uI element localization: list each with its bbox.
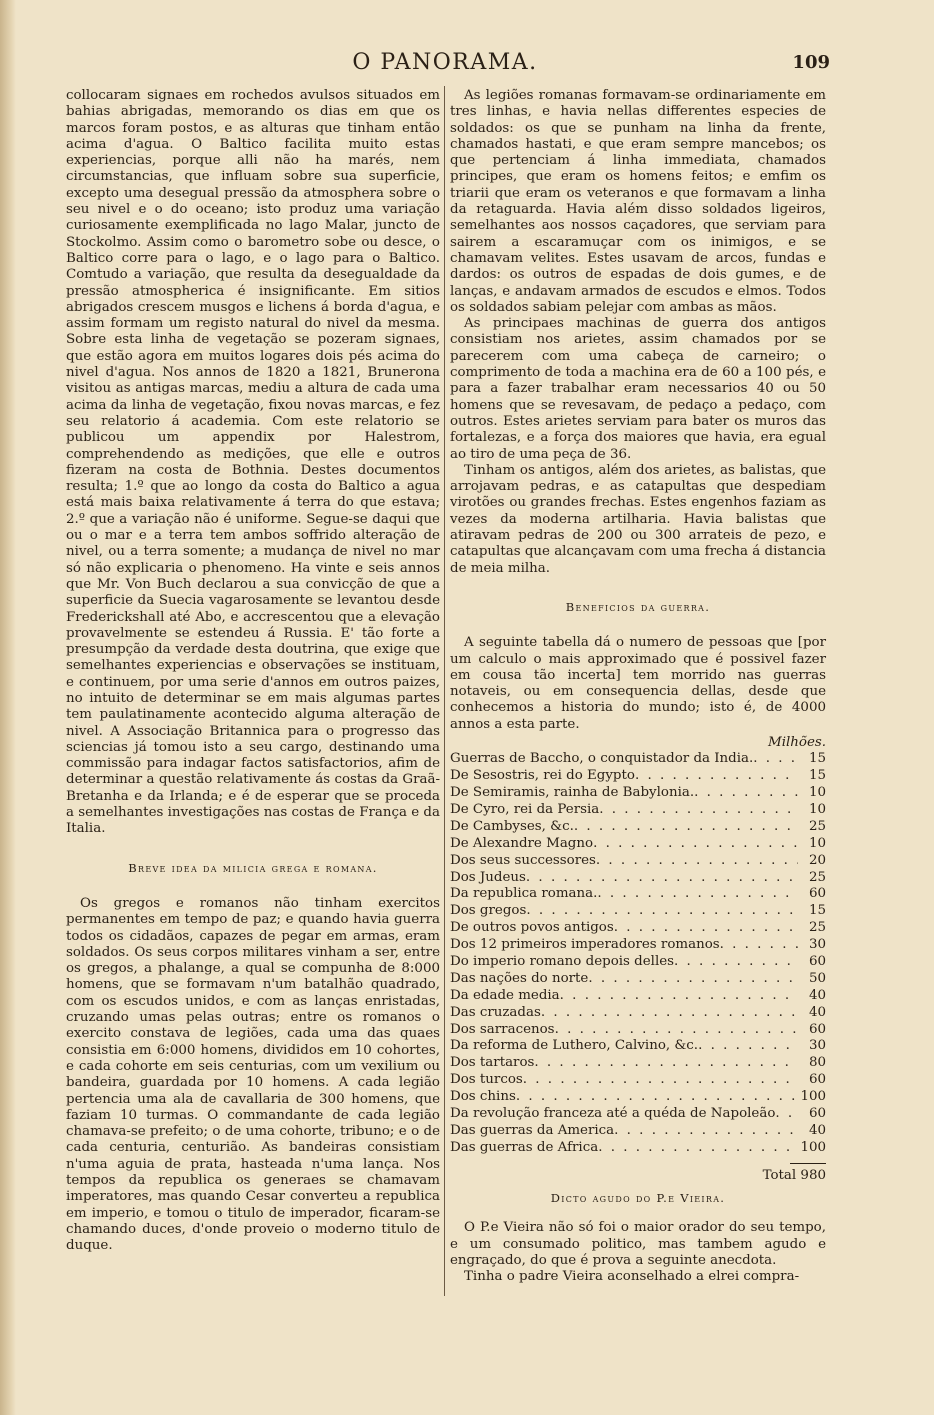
tabella-intro-paragraph: A seguinte tabella dá o numero de pessoas que [por um calculo o mais approximado que é possivel fazer em cousa tão incerta] tem morrido nas guerras notaveis, ou em consequencia dellas, desde que conhecemos a historia do mundo; isto é, de 4000 annos a esta parte. xyxy=(450,635,826,732)
table-row-leader-dots xyxy=(674,954,798,970)
table-row xyxy=(450,954,826,971)
table-unit-label: Milhões. xyxy=(767,734,826,750)
table-row-label: Das guerras de Africa xyxy=(450,1139,599,1155)
table-row-leader-dots xyxy=(555,1022,798,1038)
table-row-leader-dots xyxy=(534,1055,798,1071)
table-row-label: Da edade media xyxy=(450,987,560,1003)
table-row xyxy=(450,1089,826,1106)
total-rule xyxy=(790,1163,826,1164)
table-row-value: 30 xyxy=(808,1038,826,1054)
table-row-leader-dots xyxy=(596,853,798,869)
table-row-leader-dots xyxy=(574,819,798,835)
table-row-leader-dots xyxy=(635,768,798,784)
table-row-leader-dots xyxy=(526,870,798,886)
table-row-label: Dos tartaros xyxy=(450,1055,535,1071)
table-row-leader-dots xyxy=(523,1072,798,1088)
table-row-leader-dots xyxy=(593,836,798,852)
table-row xyxy=(450,1123,826,1140)
table-row-leader-dots xyxy=(698,1038,798,1054)
table-row-value: 50 xyxy=(808,970,826,986)
left-column xyxy=(66,88,440,1254)
table-row-leader-dots xyxy=(775,1106,798,1122)
table-row xyxy=(450,853,826,870)
table-row xyxy=(450,785,826,802)
table-row-value: 25 xyxy=(808,818,826,834)
table-row-value: 10 xyxy=(808,785,826,801)
table-row-label: Da reforma de Luthero, Calvino, &c. xyxy=(450,1038,699,1054)
section-heading-beneficios: Beneficios da guerra. xyxy=(565,599,711,614)
table-row-value: 100 xyxy=(800,1089,826,1105)
table-row-label: Das cruzadas xyxy=(450,1004,541,1020)
table-row xyxy=(450,886,826,903)
table-row-label: Dos turcos xyxy=(450,1072,523,1088)
table-row-label: Da republica romana. xyxy=(450,886,598,902)
page-number: 109 xyxy=(792,52,830,73)
table-row xyxy=(450,1005,826,1022)
table-row-value: 40 xyxy=(808,1004,826,1020)
legioes-paragraph: As legiões romanas formavam-se ordinariamente em tres linhas, e havia nellas differentes especies de soldados: os que se punham na linha da frente, chamados hastati, e que eram sempre mancebos; os que pertenciam á linha immediata, chamados principes, que eram os homens feitos; e emfim os triarii que eram os veteranos e que formavam a linha da retaguarda. Havia além disso soldados ligeiros, semelhantes aos nossos caçadores, que serviam para sairem a escaramuçar com os inimigos, e se chamavam velites. Estes usavam de arcos, fundas e dardos: os outros de espadas de dois gumes, e de lanças, e andavam armados de escudos e elmos. Todos os soldados sabiam pelejar com ambas as mãos. xyxy=(450,88,826,315)
machinas-paragraph: As principaes machinas de guerra dos antigos consistiam nos arietes, assim chamados por se parecerem com uma cabeça de carneiro; o comprimento de toda a machina era de 60 a 100 pés, e para a fazer trabalhar eram necessarios 40 ou 50 homens que se revesavam, de pedaço a pedaço, com outros. Estes arietes serviam para bater os muros das fortalezas, e a força dos maiores que havia, era egual ao tiro de uma peça de 36. xyxy=(450,316,826,462)
table-row xyxy=(450,870,826,887)
table-row-leader-dots xyxy=(598,1140,798,1156)
table-row-value: 60 xyxy=(808,1072,826,1088)
table-row-value: 10 xyxy=(808,835,826,851)
table-row-value: 100 xyxy=(800,1139,826,1155)
table-row-leader-dots xyxy=(694,785,798,801)
balistas-paragraph: Tinham os antigos, além dos arietes, as balistas, que arrojavam pedras, e as catapultas que despediam virotões ou grandes frechas. Estes engenhos faziam as vezes da moderna artilharia. Havia balistas que atiravam pedras de 200 ou 300 arrateis de pezo, e catapultas que alcançavam com uma frecha á distancia de meia milha. xyxy=(450,462,826,576)
section-heading-milicia: Breve idea da milicia grega e romana. xyxy=(128,860,378,875)
table-row-leader-dots xyxy=(560,988,798,1004)
table-row-label: De Sesostris, rei do Egypto xyxy=(450,768,635,784)
publication-title: O PANORAMA. xyxy=(352,50,538,75)
table-row-label: Guerras de Baccho, o conquistador da India. xyxy=(450,751,754,767)
table-row-leader-dots xyxy=(588,971,798,987)
table-row xyxy=(450,751,826,768)
table-row-leader-dots xyxy=(541,1005,798,1021)
table-row-label: De Semiramis, rainha de Babylonia. xyxy=(450,785,695,801)
table-row-leader-dots xyxy=(599,802,798,818)
table-row xyxy=(450,1055,826,1072)
table-row-value: 15 xyxy=(808,903,826,919)
baltic-paragraph: collocaram signaes em rochedos avulsos situados em bahias abrigadas, memorando os dias em que os marcos foram postos, e as alturas que tinham então acima d'agua. O Baltico facilita muito estas experiencias, porque alli não ha marés, nem circumstancias, que influam sobre sua superficie, excepto uma desegual pressão da atmosphera sobre o seu nivel e o do oceano; isto produz uma variação curiosamente exemplificada no lago Malar, juncto de Stockolmo. Assim como o barometro sobe ou desce, o Baltico corre para o lago, e o lago para o Baltico. Comtudo a variação, que resulta da desegualdade da pressão atmospherica é insignificante. Em sitios abrigados crescem musgos e lichens á borda d'agua, e assim formam um registo natural do nivel da mesma. Sobre esta linha de vegetação se pozeram signaes, que estão agora em muitos logares dois pés acima do nivel d'agua. Nos annos de 1820 a 1821, Brunerona visitou as antigas marcas, mediu a altura de cada uma acima da linha de vegetação, fixou novas marcas, e fez seu relatorio á academia. Com este relatorio se publicou um appendix por Halestrom, comprehendendo as medições, que elle e outros fizeram na costa de Bothnia. Destes documentos resulta; 1.º que ao longo da costa do Baltico a agua está mais baixa relativamente á terra do que estava; 2.º que a variação não é uniforme. Segue-se daqui que ou o mar e a terra tem ambos soffrido alteração de nivel, ou a terra somente; a mudança de nivel no mar só não explicaria o phenomeno. Ha vinte e seis annos que Mr. Von Buch declarou a sua convicção de que a superficie da Suecia vagarosamente se levantou desde Frederickshall até Abo, e accrescentou que a elevação provavelmente se estendeu á Russia. E' tão forte a presumpção da verdade desta doutrina, que exige que semelhantes experiencias e observações se instituam, e continuem, por uma serie d'annos em outros paizes, no intuito de determinar se em mais algumas partes tem paulatinamente acontecido alguma alteração de nivel. A Associação Britannica para o progresso das sciencias já tomou isto a seu cargo, destinando uma commissão para indagar factos satisfactorios, afim de determinar a questão relativamente ás costas da Graã-Bretanha e da Irlanda; e é de esperar que se proceda a semelhantes investigações nas costas de França e da Italia. xyxy=(66,88,440,837)
table-row-leader-dots xyxy=(526,903,798,919)
table-row-value: 60 xyxy=(808,953,826,969)
table-row-label: Dos sarracenos xyxy=(450,1021,555,1037)
table-row xyxy=(450,1106,826,1123)
table-row-label: Do imperio romano depois delles xyxy=(450,953,675,969)
table-total: Total 980 xyxy=(762,1167,826,1183)
war-deaths-table xyxy=(450,751,826,1156)
table-row-value: 15 xyxy=(808,751,826,767)
table-row-value: 40 xyxy=(808,1122,826,1138)
table-row-value: 20 xyxy=(808,852,826,868)
right-column xyxy=(450,88,826,1285)
table-row-label: Dos seus successores xyxy=(450,852,596,868)
table-row-label: De Alexandre Magno xyxy=(450,835,594,851)
table-row xyxy=(450,802,826,819)
table-row-value: 10 xyxy=(808,801,826,817)
table-row-label: Das guerras da America xyxy=(450,1122,615,1138)
page-header xyxy=(60,50,830,80)
table-row-leader-dots xyxy=(516,1089,798,1105)
table-row-value: 60 xyxy=(808,1021,826,1037)
table-row-leader-dots xyxy=(753,751,798,767)
table-row xyxy=(450,971,826,988)
table-row xyxy=(450,937,826,954)
table-row-value: 60 xyxy=(808,1105,826,1121)
table-row-label: Dos chins xyxy=(450,1089,516,1105)
table-row xyxy=(450,768,826,785)
table-row-label: Dos 12 primeiros imperadores romanos xyxy=(450,937,720,953)
table-row-label: Das nações do norte xyxy=(450,970,589,986)
table-row xyxy=(450,1140,826,1157)
section-heading-vieira: Dicto agudo do P.e Vieira. xyxy=(550,1190,726,1205)
vieira-continuation: Tinha o padre Vieira aconselhado a elrei compra- xyxy=(464,1269,800,1285)
table-row xyxy=(450,836,826,853)
table-row xyxy=(450,819,826,836)
table-row-value: 80 xyxy=(808,1055,826,1071)
vieira-paragraph: O P.e Vieira não só foi o maior orador do seu tempo, e um consumado politico, mas tambem agudo e engraçado, do que é prova a seguinte anecdota. xyxy=(450,1220,826,1268)
table-row-label: De Cyro, rei da Persia xyxy=(450,801,600,817)
table-row-leader-dots xyxy=(614,920,798,936)
table-row-value: 15 xyxy=(808,768,826,784)
table-row xyxy=(450,1072,826,1089)
table-row xyxy=(450,1022,826,1039)
table-row-leader-dots xyxy=(720,937,798,953)
table-row-leader-dots xyxy=(614,1123,798,1139)
table-row-label: De Cambyses, &c. xyxy=(450,818,574,834)
table-row xyxy=(450,988,826,1005)
table-row-leader-dots xyxy=(597,886,798,902)
page-binding-edge xyxy=(0,0,16,1415)
table-row-value: 60 xyxy=(808,886,826,902)
table-row-value: 25 xyxy=(808,869,826,885)
table-row-value: 30 xyxy=(808,937,826,953)
table-row xyxy=(450,1038,826,1055)
table-row-label: De outros povos antigos xyxy=(450,920,614,936)
table-row-label: Da revolução franceza até a quéda de Napoleão xyxy=(450,1105,776,1121)
column-divider xyxy=(444,86,445,1296)
table-row-label: Dos Judeus xyxy=(450,869,526,885)
milicia-paragraph: Os gregos e romanos não tinham exercitos permanentes em tempo de paz; e quando havia guerra todos os cidadãos, capazes de pegar em armas, eram soldados. Os seus corpos militares vinham a ser, entre os gregos, a phalange, a qual se compunha de 8:000 homens, que se formavam n'um batalhão quadrado, com os escudos unidos, e com as lanças enristadas, cruzando umas pelas outras; entre os romanos o exercito constava de legiões, cada uma das quaes consistia em 6:000 homens, divididos em 10 cohortes, e cada cohorte em seis centurias, com um vexilium ou bandeira, guardada por 10 homens. A cada legião pertencia uma ala de cavallaria de 300 homens, que faziam 10 turmas. O commandante de cada legião chamava-se prefeito; o de uma cohorte, tribuno; e o de cada centuria, centurião. As bandeiras consistiam n'uma aguia de prata, hasteada n'uma lança. Nos tempos da republica os generaes se chamavam imperatores, mas quando Cesar converteu a republica em imperio, e tomou o titulo de imperador, ficaram-se chamando duces, d'onde proveio o moderno titulo de duque. xyxy=(66,895,440,1254)
table-row-label: Dos gregos xyxy=(450,903,527,919)
table-row-value: 25 xyxy=(808,920,826,936)
table-row xyxy=(450,920,826,937)
table-row-value: 40 xyxy=(808,987,826,1003)
table-row xyxy=(450,903,826,920)
